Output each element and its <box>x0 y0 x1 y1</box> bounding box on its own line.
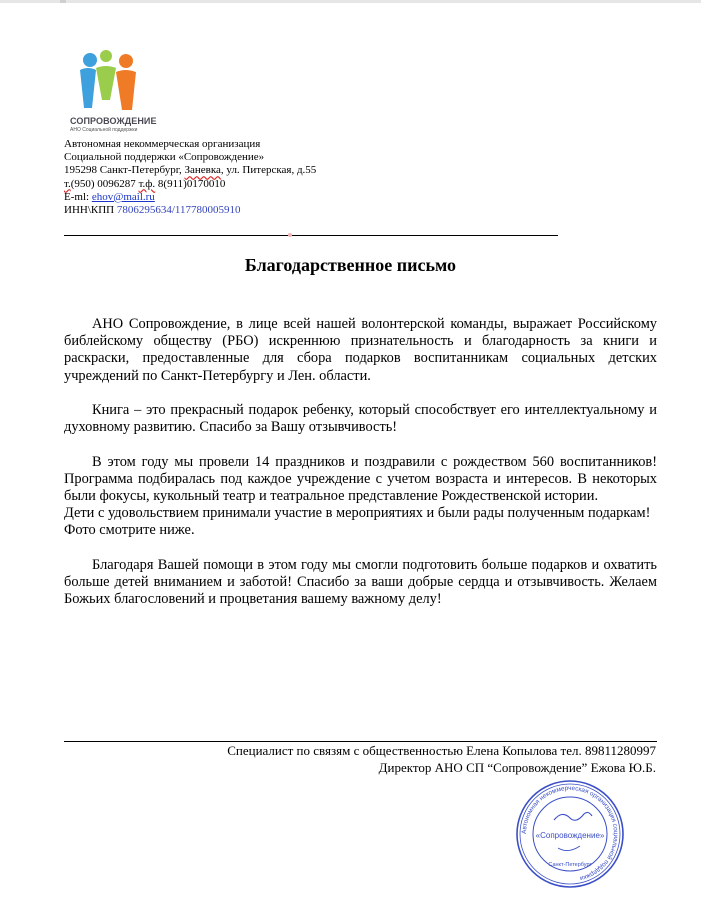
stamp-center-text: «Сопровождение» <box>535 831 605 840</box>
handwritten-signature <box>554 812 592 820</box>
org-inn: ИНН\КПП 7806295634/117780005910 <box>64 204 241 217</box>
paragraph-3: В этом году мы провели 14 праздников и поздравили с рождеством 560 воспитанников! Программа подбиралась под каждое учреждение с учетом возраста и интересов. В некоторых были фокусы, кукольный театр и театральное представление Рождественской истории. <box>64 453 657 504</box>
director-line: Директор АНО СП “Сопровождение” Ежова Ю.Б. <box>378 759 656 775</box>
paragraph-3-continued: Дети с удовольствием принимали участие в мероприятиях и были рады полученным подаркам! Фото смотрите ниже. <box>64 505 651 539</box>
paragraph-2: Книга – это прекрасный подарок ребенку, который способствует его интеллектуальному и духовному развитию. Спасибо за Вашу отзывчивость! <box>64 402 657 436</box>
org-phones: т.(950) 0096287 т.ф. 8(911)0170010 <box>64 177 226 190</box>
org-line-2: Социальной поддержки «Сопровождение» <box>64 151 265 164</box>
paragraph-1: АНО Сопровождение, в лице всей нашей волонтерской команды, выражает Российскому библейскому обществу (РБО) искреннюю признательность и благодарность за книги и раскраски, предоставленные для сбора подарков воспитанникам социальных детских учреждений по Санкт-Петербургу и Лен. области. <box>64 316 657 384</box>
top-ruler <box>0 0 701 3</box>
logo-wordmark: СОПРОВОЖДЕНИЕ <box>70 116 157 126</box>
letter-body <box>64 316 657 608</box>
contact-line: Специалист по связям с общественностью Елена Копылова тел. 89811280997 <box>227 743 656 758</box>
header-divider <box>64 235 558 236</box>
signature-flourish <box>558 846 580 851</box>
stamp-bottom-text: Санкт-Петербург <box>548 862 592 868</box>
paragraph-4: Благодаря Вашей помощи в этом году мы смогли подготовить больше подарков и охватить больше детей вниманием и заботой! Спасибо за ваши добрые сердца и отзывчивость. Желаем Божьих благословений и процветания вашему важному делу! <box>64 556 657 608</box>
organization-stamp <box>514 778 626 890</box>
org-line-1: Автономная некоммерческая организация <box>64 138 261 150</box>
letter-title: Благодарственное письмо <box>244 255 457 275</box>
signature-block <box>227 743 656 776</box>
signature-divider <box>64 741 657 742</box>
logo-subtitle: АНО Социальной поддержки <box>70 127 138 133</box>
email-link[interactable]: ehov@mail.ru <box>91 190 155 203</box>
ruler-marker <box>60 0 66 3</box>
organization-details <box>64 138 316 217</box>
address-town: Заневка <box>184 164 221 177</box>
org-address: 195298 Санкт-Петербург, Заневка, ул. Питерская, д.55 <box>64 164 317 177</box>
org-email: E-ml: ehov@mail.ru <box>64 190 155 203</box>
stamp-ring-text: Автономная некоммерческая организация социальной поддержки <box>520 784 620 882</box>
divider-mark <box>288 233 292 237</box>
